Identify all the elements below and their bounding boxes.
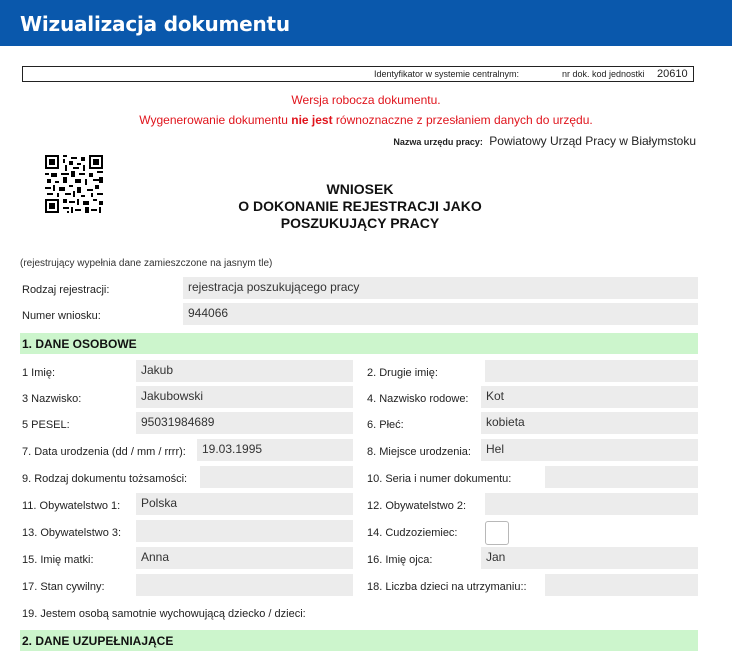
registration-type-field: rejestracja poszukującego pracy	[183, 277, 698, 299]
citizenship3-field	[136, 520, 353, 542]
id-doc-type-label: 9. Rodzaj dokumentu tożsamości:	[22, 473, 188, 485]
mother-name-label: 15. Imię matki:	[22, 554, 94, 566]
pesel-field: 95031984689	[136, 412, 353, 434]
foreigner-checkbox[interactable]	[485, 521, 509, 545]
unit-code-value: 20610	[657, 68, 688, 80]
application-number-label: Numer wniosku:	[22, 310, 101, 322]
surname-field: Jakubowski	[136, 386, 353, 408]
children-label: 18. Liczba dzieci na utrzymaniu::	[367, 581, 527, 593]
citizenship1-label: 11. Obywatelstwo 1:	[22, 500, 121, 512]
office-label: Nazwa urzędu pracy:	[393, 137, 483, 147]
second-name-field	[485, 360, 698, 382]
civil-status-label: 17. Stan cywilny:	[22, 581, 105, 593]
draft-warning: Wersja robocza dokumentu.	[291, 93, 441, 107]
registration-type-label: Rodzaj rejestracji:	[22, 284, 110, 296]
birth-date-field: 19.03.1995	[197, 439, 353, 461]
central-identifier-box	[22, 66, 694, 82]
office-name: Powiatowy Urząd Pracy w Białymstoku	[489, 134, 696, 148]
section-personal-data: 1. DANE OSOBOWE	[20, 333, 698, 354]
birth-date-label: 7. Data urodzenia (dd / mm / rrrr):	[22, 446, 186, 458]
second-name-label: 2. Drugie imię:	[367, 367, 438, 379]
form-note: (rejestrujący wypełnia dane zamieszczone na jasnym tle)	[20, 258, 273, 269]
father-name-label: 16. Imię ojca:	[367, 554, 433, 566]
citizenship1-field: Polska	[136, 493, 353, 515]
citizenship2-field	[485, 493, 698, 515]
foreigner-label: 14. Cudzoziemiec:	[367, 527, 458, 539]
citizenship3-label: 13. Obywatelstwo 3:	[22, 527, 122, 539]
pesel-label: 5 PESEL:	[22, 419, 70, 431]
father-name-field: Jan	[481, 547, 698, 569]
sex-field: kobieta	[481, 412, 698, 434]
app-title: Wizualizacja dokumentu	[20, 12, 290, 36]
citizenship2-label: 12. Obywatelstwo 2:	[367, 500, 467, 512]
id-doc-type-field	[200, 466, 353, 488]
qr-code-icon	[45, 155, 103, 213]
identifier-label: Identyfikator w systemie centralnym:	[374, 69, 520, 79]
header-bar	[0, 0, 732, 46]
id-doc-number-field	[545, 466, 698, 488]
warning-emphasis: nie jest	[291, 113, 333, 127]
doc-number-label: nr dok.	[562, 69, 590, 79]
unit-code-label: kod jednostki	[592, 69, 645, 79]
application-number-field: 944066	[183, 303, 698, 325]
first-name-label: 1 Imię:	[22, 367, 56, 379]
civil-status-field	[136, 574, 353, 596]
surname-label: 3 Nazwisko:	[22, 393, 82, 405]
submission-warning: Wygenerowanie dokumentu nie jest równoznaczne z przesłaniem danych do urzędu.	[139, 113, 593, 127]
family-name-field: Kot	[481, 386, 698, 408]
document-title: WNIOSEK O DOKONANIE REJESTRACJI JAKO POSZUKUJĄCY PRACY	[238, 181, 482, 231]
sex-label: 6. Płeć:	[367, 419, 404, 431]
labor-office	[393, 134, 696, 148]
first-name-field: Jakub	[136, 360, 353, 382]
mother-name-field: Anna	[136, 547, 353, 569]
section-supplementary-data: 2. DANE UZUPEŁNIAJĄCE	[20, 630, 698, 651]
birth-place-label: 8. Miejsce urodzenia:	[367, 446, 471, 458]
children-field	[545, 574, 698, 596]
single-parent-label: 19. Jestem osobą samotnie wychowującą dziecko / dzieci:	[22, 608, 306, 620]
birth-place-field: Hel	[481, 439, 698, 461]
family-name-label: 4. Nazwisko rodowe:	[367, 393, 469, 405]
id-doc-number-label: 10. Seria i numer dokumentu:	[367, 473, 512, 485]
